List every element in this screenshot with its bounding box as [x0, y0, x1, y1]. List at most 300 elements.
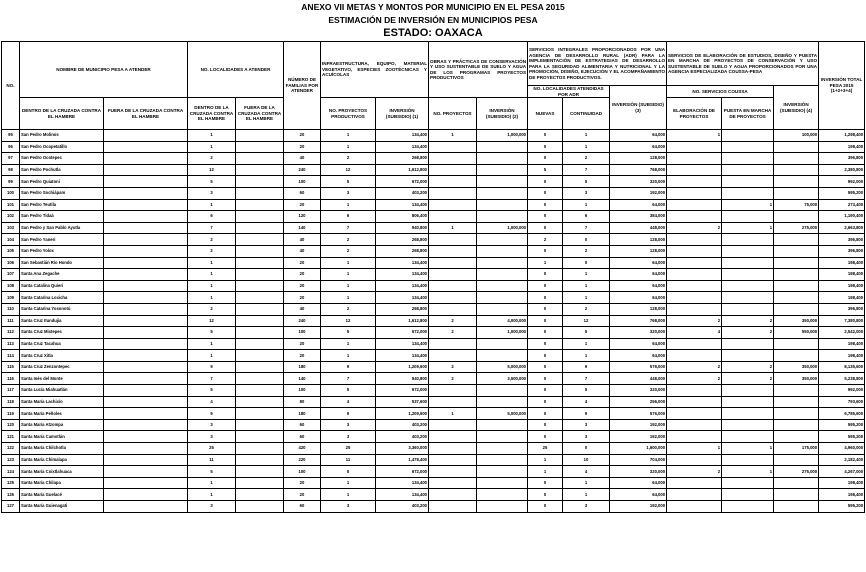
cell-pue: [722, 141, 774, 153]
cell-pue: [722, 187, 774, 199]
cell-inv3: 320,000: [610, 176, 667, 188]
header-servicios-coussa-count: NO. SERVICIOS COUSSA: [667, 86, 774, 98]
cell-mun: Santa Cruz Mixtepec: [20, 327, 104, 339]
cell-inv1: 1,478,400: [376, 454, 429, 466]
cell-fam: 20: [284, 269, 321, 281]
cell-inv3: 704,000: [610, 454, 667, 466]
table-row: [2, 443, 865, 455]
cell-inv4: [774, 396, 819, 408]
cell-con: 7: [563, 222, 610, 234]
cell-no: 122: [2, 443, 20, 455]
cell-obr: 2: [429, 327, 477, 339]
cell-inv2: [477, 280, 528, 292]
cell-con: 1: [563, 130, 610, 142]
cell-loc-d: 1: [188, 477, 236, 489]
cell-ela: [667, 257, 722, 269]
cell-inv4: [774, 187, 819, 199]
table-row: [2, 361, 865, 373]
cell-inv2: 1,000,000: [477, 327, 528, 339]
cell-loc-d: 7: [188, 373, 236, 385]
cell-nue: 0: [528, 419, 563, 431]
cell-loc-d: 5: [188, 176, 236, 188]
cell-proy: 2: [321, 245, 376, 257]
cell-inv1: 134,400: [376, 338, 429, 350]
cell-loc-f: [236, 385, 284, 397]
cell-con: 5: [563, 176, 610, 188]
cell-inv3: 128,000: [610, 153, 667, 165]
cell-obr: [429, 466, 477, 478]
cell-pue: [722, 164, 774, 176]
cell-inv2: [477, 164, 528, 176]
cell-nue: 0: [528, 292, 563, 304]
cell-inv1: 806,400: [376, 211, 429, 223]
cell-con: 7: [563, 164, 610, 176]
cell-proy: 2: [321, 234, 376, 246]
cell-loc-f: [236, 199, 284, 211]
cell-inv4: [774, 408, 819, 420]
cell-proy: 1: [321, 199, 376, 211]
cell-con: 9: [563, 408, 610, 420]
cell-tot: 4,267,000: [819, 466, 865, 478]
cell-loc-f: [236, 280, 284, 292]
cell-fam: 140: [284, 222, 321, 234]
cell-ela: [667, 199, 722, 211]
cell-inv1: 134,400: [376, 269, 429, 281]
cell-no: 119: [2, 408, 20, 420]
cell-mun-f: [104, 373, 188, 385]
cell-inv2: [477, 385, 528, 397]
cell-proy: 9: [321, 408, 376, 420]
cell-inv4: 275,000: [774, 466, 819, 478]
cell-con: 1: [563, 477, 610, 489]
cell-loc-f: [236, 338, 284, 350]
cell-inv3: 192,000: [610, 187, 667, 199]
cell-inv2: [477, 431, 528, 443]
cell-con: 1: [563, 199, 610, 211]
cell-inv2: [477, 350, 528, 362]
cell-inv3: 256,000: [610, 396, 667, 408]
cell-fam: 420: [284, 443, 321, 455]
cell-inv4: [774, 350, 819, 362]
cell-fam: 20: [284, 292, 321, 304]
cell-proy: 3: [321, 431, 376, 443]
cell-fam: 60: [284, 187, 321, 199]
cell-no: 100: [2, 187, 20, 199]
cell-inv3: 192,000: [610, 501, 667, 513]
cell-inv3: 64,000: [610, 338, 667, 350]
cell-inv4: 75,000: [774, 199, 819, 211]
cell-proy: 5: [321, 327, 376, 339]
cell-fam: 100: [284, 466, 321, 478]
cell-fam: 60: [284, 501, 321, 513]
header-nuevas: NUEVAS: [528, 98, 563, 130]
cell-fam: 100: [284, 327, 321, 339]
cell-con: 5: [563, 327, 610, 339]
header-elaboracion: ELABORACIÓN DE PROYECTOS: [667, 98, 722, 130]
cell-nue: 0: [528, 327, 563, 339]
cell-inv3: 768,000: [610, 164, 667, 176]
cell-loc-f: [236, 176, 284, 188]
cell-loc-f: [236, 477, 284, 489]
cell-tot: 198,400: [819, 489, 865, 501]
table-row: [2, 501, 865, 513]
cell-inv2: [477, 477, 528, 489]
cell-inv2: [477, 303, 528, 315]
cell-tot: 2,380,800: [819, 164, 865, 176]
cell-loc-f: [236, 269, 284, 281]
cell-loc-d: 2: [188, 153, 236, 165]
cell-mun-f: [104, 130, 188, 142]
cell-loc-f: [236, 153, 284, 165]
cell-loc-f: [236, 501, 284, 513]
cell-mun: San Pedro y San Pablo Ayutla: [20, 222, 104, 234]
cell-inv3: 576,000: [610, 361, 667, 373]
cell-pue: [722, 234, 774, 246]
cell-inv4: 275,000: [774, 222, 819, 234]
cell-ela: [667, 431, 722, 443]
cell-loc-f: [236, 245, 284, 257]
cell-obr: [429, 211, 477, 223]
cell-con: 5: [563, 385, 610, 397]
cell-ela: 1: [667, 130, 722, 142]
cell-ela: [667, 385, 722, 397]
table-row: [2, 477, 865, 489]
cell-mun-f: [104, 477, 188, 489]
cell-obr: [429, 350, 477, 362]
cell-mun: Santa Catalina Quierí: [20, 280, 104, 292]
cell-mun-f: [104, 199, 188, 211]
cell-loc-d: 3: [188, 431, 236, 443]
cell-tot: 396,800: [819, 234, 865, 246]
cell-nue: 0: [528, 245, 563, 257]
cell-ela: [667, 234, 722, 246]
cell-loc-f: [236, 454, 284, 466]
cell-no: 110: [2, 303, 20, 315]
cell-inv1: 134,400: [376, 350, 429, 362]
cell-inv2: 5,000,000: [477, 361, 528, 373]
cell-inv4: [774, 211, 819, 223]
cell-con: 10: [563, 454, 610, 466]
cell-con: 3: [563, 431, 610, 443]
cell-proy: 6: [321, 211, 376, 223]
header-localidades: NO. LOCALIDADES A ATENDER: [188, 42, 284, 98]
cell-inv2: 3,500,000: [477, 373, 528, 385]
header-municipio-fuera: FUERA DE LA CRUZADA CONTRA EL HAMBRE: [104, 98, 188, 130]
cell-inv3: 384,000: [610, 211, 667, 223]
cell-no: 98: [2, 164, 20, 176]
cell-loc-f: [236, 419, 284, 431]
cell-inv3: 320,000: [610, 466, 667, 478]
cell-inv1: 1,209,600: [376, 361, 429, 373]
cell-ela: [667, 338, 722, 350]
cell-mun: Santa María Lachixío: [20, 396, 104, 408]
cell-loc-d: 3: [188, 501, 236, 513]
cell-no: 126: [2, 489, 20, 501]
cell-fam: 220: [284, 454, 321, 466]
cell-proy: 1: [321, 269, 376, 281]
cell-nue: 0: [528, 350, 563, 362]
cell-tot: 2,663,800: [819, 222, 865, 234]
cell-mun: San Pedro Quiatoni: [20, 176, 104, 188]
cell-inv3: 128,000: [610, 234, 667, 246]
cell-ela: [667, 454, 722, 466]
cell-obr: [429, 280, 477, 292]
cell-ela: [667, 501, 722, 513]
cell-loc-d: 2: [188, 234, 236, 246]
cell-inv3: 768,000: [610, 315, 667, 327]
cell-con: 4: [563, 466, 610, 478]
cell-ela: [667, 187, 722, 199]
cell-obr: [429, 164, 477, 176]
cell-tot: 4,960,000: [819, 443, 865, 455]
cell-inv2: [477, 443, 528, 455]
cell-obr: [429, 292, 477, 304]
table-row: [2, 419, 865, 431]
cell-mun-f: [104, 245, 188, 257]
table-row: [2, 176, 865, 188]
cell-loc-d: 12: [188, 315, 236, 327]
cell-ela: [667, 396, 722, 408]
cell-mun: Santa María Chilchotla: [20, 443, 104, 455]
cell-no: 109: [2, 292, 20, 304]
cell-pue: [722, 153, 774, 165]
cell-fam: 20: [284, 141, 321, 153]
cell-loc-f: [236, 141, 284, 153]
cell-inv3: 192,000: [610, 431, 667, 443]
cell-nue: 0: [528, 396, 563, 408]
cell-loc-d: 2: [188, 245, 236, 257]
cell-mun: San Sebastián Río Hondo: [20, 257, 104, 269]
cell-nue: 0: [528, 303, 563, 315]
cell-pue: [722, 385, 774, 397]
cell-fam: 20: [284, 257, 321, 269]
cell-inv4: 100,000: [774, 130, 819, 142]
cell-pue: [722, 489, 774, 501]
cell-fam: 100: [284, 176, 321, 188]
cell-obr: 2: [429, 315, 477, 327]
cell-fam: 20: [284, 350, 321, 362]
cell-no: 121: [2, 431, 20, 443]
cell-mun: San Pedro Sochiápam: [20, 187, 104, 199]
cell-obr: 1: [429, 408, 477, 420]
cell-nue: 0: [528, 315, 563, 327]
header-localidades-fuera: FUERA DE LA CRUZADA CONTRA EL HAMBRE: [236, 98, 284, 130]
cell-mun-f: [104, 338, 188, 350]
cell-inv3: 64,000: [610, 130, 667, 142]
cell-con: 9: [563, 361, 610, 373]
table-row: [2, 292, 865, 304]
cell-inv1: 134,400: [376, 280, 429, 292]
table-row: [2, 257, 865, 269]
cell-inv4: [774, 257, 819, 269]
cell-no: 115: [2, 361, 20, 373]
cell-loc-d: 3: [188, 187, 236, 199]
cell-loc-d: 1: [188, 199, 236, 211]
cell-tot: 396,800: [819, 245, 865, 257]
cell-con: 0: [563, 257, 610, 269]
cell-ela: 1: [667, 443, 722, 455]
table-row: [2, 199, 865, 211]
cell-pue: 1: [722, 222, 774, 234]
cell-loc-f: [236, 466, 284, 478]
cell-mun-f: [104, 327, 188, 339]
header-infraestructura: INFRAESTRUCTURA, EQUIPO, MATERIAL VEGETATIVO, ESPECIES ZOOTÉCNICAS Y ACUÍCOLAS: [321, 42, 429, 98]
cell-ela: 2: [667, 466, 722, 478]
header-inversion-2: INVERSIÓN (SUBSIDIO) (2): [477, 98, 528, 130]
cell-nue: 0: [528, 211, 563, 223]
cell-no: 117: [2, 385, 20, 397]
table-row: [2, 222, 865, 234]
cell-inv1: 403,200: [376, 419, 429, 431]
table-row: [2, 408, 865, 420]
cell-inv1: 134,400: [376, 257, 429, 269]
header-no-proyectos: NO. PROYECTOS PRODUCTIVOS: [321, 98, 376, 130]
cell-tot: 8,135,600: [819, 361, 865, 373]
cell-loc-f: [236, 350, 284, 362]
cell-no: 104: [2, 234, 20, 246]
cell-inv2: [477, 141, 528, 153]
cell-pue: [722, 419, 774, 431]
cell-inv1: 1,612,800: [376, 315, 429, 327]
cell-fam: 140: [284, 373, 321, 385]
cell-con: 0: [563, 443, 610, 455]
cell-tot: 396,800: [819, 153, 865, 165]
cell-inv4: [774, 269, 819, 281]
table-row: [2, 396, 865, 408]
cell-ela: [667, 280, 722, 292]
header-municipio: NOMBRE DE MUNICIPIO PESA A ATENDER: [20, 42, 188, 98]
cell-loc-d: 5: [188, 466, 236, 478]
cell-loc-d: 2: [188, 303, 236, 315]
cell-inv3: 1,600,000: [610, 443, 667, 455]
cell-tot: 198,400: [819, 280, 865, 292]
cell-no: 95: [2, 130, 20, 142]
cell-mun: Santa Cruz Zenzontepec: [20, 361, 104, 373]
cell-inv1: 672,000: [376, 385, 429, 397]
cell-no: 108: [2, 280, 20, 292]
cell-nue: 2: [528, 234, 563, 246]
cell-inv3: 128,000: [610, 245, 667, 257]
cell-tot: 992,000: [819, 176, 865, 188]
cell-mun: Santa Catarina Yosonotú: [20, 303, 104, 315]
table-row: [2, 153, 865, 165]
cell-mun: Santa Lucía Miahuatlán: [20, 385, 104, 397]
cell-no: 116: [2, 373, 20, 385]
cell-inv1: 940,800: [376, 373, 429, 385]
cell-mun-f: [104, 501, 188, 513]
table-row: [2, 489, 865, 501]
cell-mun: San Pedro Ocopetatillo: [20, 141, 104, 153]
cell-proy: 5: [321, 385, 376, 397]
cell-no: 123: [2, 454, 20, 466]
cell-inv1: 672,000: [376, 327, 429, 339]
cell-pue: [722, 211, 774, 223]
cell-proy: 1: [321, 257, 376, 269]
cell-ela: 4: [667, 327, 722, 339]
cell-con: 12: [563, 315, 610, 327]
header-servicios-adr: SERVICIOS INTEGRALES PROPORCIONADOS POR UNA AGENCIA DE DESARROLLO RURAL (ADR) PARA LA IMPLEMENTACIÓN DE ESTRATEGIAS DE DESARROLLO PARA LA SEGURIDAD ALIMENTARIA Y NUTRICIONAL Y LA PROMOCIÓN, DISEÑO, EJECUCIÓN Y EL ACOMPAÑAMIENTO DE PROYECTOS PRODUCTIVOS.: [528, 42, 667, 86]
cell-tot: 7,380,800: [819, 315, 865, 327]
cell-pue: [722, 176, 774, 188]
cell-loc-d: 6: [188, 211, 236, 223]
header-servicios-coussa: SERVICIOS DE ELABORACIÓN DE ESTUDIOS, DISEÑO Y PUESTA EN MARCHA DE PROYECTOS DE CONSERVACIÓN Y USO SUSTENTABLE DE SUELO Y AGUA PROPORCIONADOS POR UNA AGENCIA ESPECIALIZADA COUSSA-PESA: [667, 42, 819, 86]
cell-ela: [667, 153, 722, 165]
cell-mun-f: [104, 396, 188, 408]
cell-pue: [722, 396, 774, 408]
cell-mun-f: [104, 419, 188, 431]
cell-pue: 1: [722, 466, 774, 478]
cell-obr: [429, 245, 477, 257]
cell-loc-f: [236, 373, 284, 385]
cell-con: 2: [563, 303, 610, 315]
table-row: [2, 466, 865, 478]
cell-proy: 1: [321, 477, 376, 489]
cell-loc-f: [236, 396, 284, 408]
cell-tot: 273,400: [819, 199, 865, 211]
cell-tot: 198,400: [819, 338, 865, 350]
cell-inv4: [774, 234, 819, 246]
cell-obr: [429, 501, 477, 513]
cell-fam: 20: [284, 130, 321, 142]
header-municipio-dentro: DENTRO DE LA CRUZADA CONTRA EL HAMBRE: [20, 98, 104, 130]
cell-inv2: [477, 466, 528, 478]
cell-inv2: [477, 211, 528, 223]
cell-proy: 11: [321, 454, 376, 466]
cell-inv4: [774, 454, 819, 466]
cell-nue: 1: [528, 454, 563, 466]
cell-tot: 2,542,000: [819, 327, 865, 339]
cell-obr: 2: [429, 361, 477, 373]
cell-pue: [722, 245, 774, 257]
cell-nue: 0: [528, 501, 563, 513]
cell-ela: [667, 303, 722, 315]
cell-inv1: 268,800: [376, 234, 429, 246]
cell-nue: 0: [528, 153, 563, 165]
cell-inv3: 576,000: [610, 408, 667, 420]
cell-inv2: [477, 454, 528, 466]
table-row: [2, 234, 865, 246]
cell-obr: [429, 153, 477, 165]
cell-inv3: 64,000: [610, 257, 667, 269]
cell-con: 1: [563, 292, 610, 304]
cell-loc-f: [236, 164, 284, 176]
cell-inv4: [774, 385, 819, 397]
cell-ela: [667, 350, 722, 362]
cell-loc-f: [236, 315, 284, 327]
cell-inv2: [477, 199, 528, 211]
table-row: [2, 280, 865, 292]
cell-proy: 1: [321, 350, 376, 362]
cell-inv1: 1,209,600: [376, 408, 429, 420]
header-localidades-adr: NO. LOCALIDADES ATENDIDAS POR ADR: [528, 86, 610, 98]
cell-mun-f: [104, 350, 188, 362]
cell-con: 3: [563, 419, 610, 431]
cell-loc-d: 11: [188, 454, 236, 466]
cell-inv4: [774, 153, 819, 165]
cell-inv2: 5,000,000: [477, 408, 528, 420]
cell-obr: [429, 338, 477, 350]
cell-nue: 1: [528, 466, 563, 478]
cell-no: 96: [2, 141, 20, 153]
cell-inv4: 350,000: [774, 315, 819, 327]
header-inversion-1: INVERSIÓN (SUBSIDIO) (1): [376, 98, 429, 130]
cell-loc-f: [236, 257, 284, 269]
cell-loc-d: 1: [188, 130, 236, 142]
cell-con: 1: [563, 350, 610, 362]
header-no: NO.: [2, 42, 20, 130]
cell-fam: 20: [284, 280, 321, 292]
cell-no: 111: [2, 315, 20, 327]
